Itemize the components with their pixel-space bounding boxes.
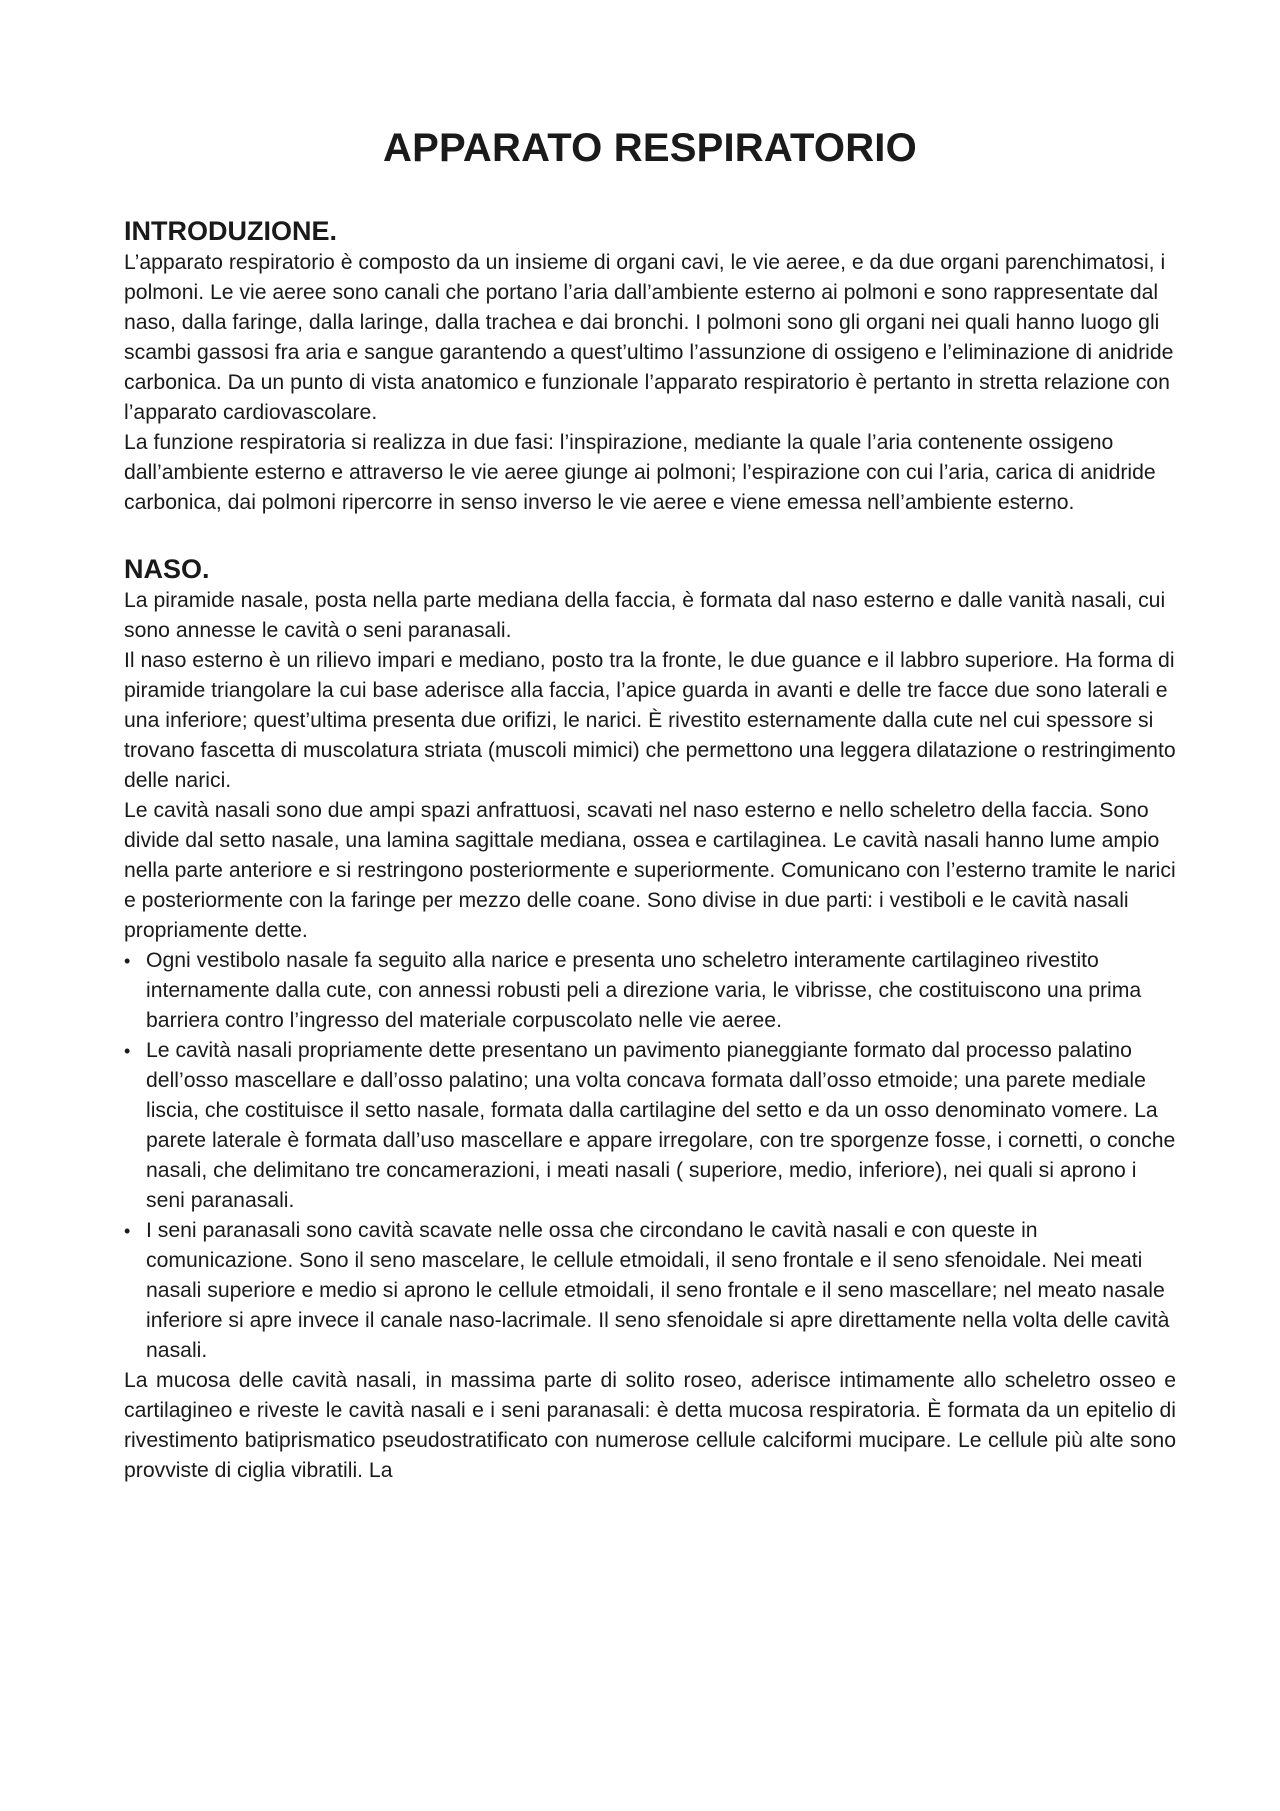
intro-paragraph: La funzione respiratoria si realizza in due fasi: l’inspirazione, mediante la quale l’aria contenente ossigeno dall’ambiente esterno e attraverso le vie aeree giunge ai polmoni; l’espirazione con cui l’aria, carica di anidride carbonica, dai polmoni ripercorre in senso inverso le vie aeree e viene emessa nell’ambiente esterno. [124,431,1156,514]
page-title: APPARATO RESPIRATORIO [383,126,917,170]
naso-closing-paragraph: La mucosa delle cavità nasali, in massima parte di solito roseo, aderisce intimamente allo scheletro osseo e cartilagineo e riveste le cavità nasali e i seni paranasali: è detta mucosa respiratoria. È formata da un epitelio di rivestimento batiprismatico pseudostratificato con numerose cellule calciformi mucipare. Le cellule più alte sono provviste di ciglia vibratili. La [124,1369,1176,1482]
bullet-icon: • [124,1221,131,1241]
bullet-list [124,946,1176,1366]
list-item-text: Le cavità nasali propriamente dette presentano un pavimento pianeggiante formato dal processo palatino dell’osso mascellare e dall’osso palatino; una volta concava formata dall’osso etmoide; una parete mediale liscia, che costituisce il setto nasale, formata dalla cartilagine del setto e da un osso denominato vomere. La parete laterale è formata dall’uso mascellare e appare irregolare, con tre sporgenze fosse, i cornetti, o conche nasali, che delimitano tre concamerazioni, i meati nasali ( superiore, medio, inferiore), nei quali si aprono i seni paranasali. [146,1039,1176,1212]
naso-paragraph: La piramide nasale, posta nella parte mediana della faccia, è formata dal naso esterno e dalle vanità nasali, cui sono annesse le cavità o seni paranasali. [124,589,1166,642]
section-heading-introduzione: INTRODUZIONE. [124,216,337,246]
document-page [124,0,1176,1486]
list-item-text: Ogni vestibolo nasale fa seguito alla narice e presenta uno scheletro interamente cartilagineo rivestito internamente dalla cute, con annessi robusti peli a direzione varia, le vibrisse, che costituiscono una prima barriera contro l’ingresso del materiale corpuscolato nelle vie aeree. [146,949,1142,1032]
list-item [124,1036,1176,1216]
section-heading-naso: NASO. [124,554,210,584]
bullet-icon: • [124,1041,131,1061]
intro-paragraph: L’apparato respiratorio è composto da un insieme di organi cavi, le vie aeree, e da due organi parenchimatosi, i polmoni. Le vie aeree sono canali che portano l’aria dall’ambiente esterno ai polmoni e sono rappresentate dal naso, dalla faringe, dalla laringe, dalla trachea e dai bronchi. I polmoni sono gli organi nei quali hanno luogo gli scambi gassosi fra aria e sangue garantendo a quest’ultimo l’assunzione di ossigeno e l’eliminazione di anidride carbonica. Da un punto di vista anatomico e funzionale l’apparato respiratorio è pertanto in stretta relazione con l’apparato cardiovascolare. [124,251,1174,424]
list-item-text: I seni paranasali sono cavità scavate nelle ossa che circondano le cavità nasali e con queste in comunicazione. Sono il seno mascelare, le cellule etmoidali, il seno frontale e il seno sfenoidale. Nei meati nasali superiore e medio si aprono le cellule etmoidali, il seno frontale e il seno mascellare; nel meato nasale inferiore si apre invece il canale naso-lacrimale. Il seno sfenoidale si apre direttamente nella volta delle cavità nasali. [146,1219,1170,1362]
bullet-icon: • [124,951,131,971]
naso-paragraph: Le cavità nasali sono due ampi spazi anfrattuosi, scavati nel naso esterno e nello scheletro della faccia. Sono divide dal setto nasale, una lamina sagittale mediana, ossea e cartilaginea. Le cavità nasali hanno lume ampio nella parte anteriore e si restringono posteriormente e superiormente. Comunicano con l’esterno tramite le narici e posteriormente con la faringe per mezzo delle coane. Sono divise in due parti: i vestiboli e le cavità nasali propriamente dette. [124,799,1176,942]
list-item [124,946,1176,1036]
naso-paragraph: Il naso esterno è un rilievo impari e mediano, posto tra la fronte, le due guance e il labbro superiore. Ha forma di piramide triangolare la cui base aderisce alla faccia, l’apice guarda in avanti e delle tre facce due sono laterali e una inferiore; quest’ultima presenta due orifizi, le narici. È rivestito esternamente dalla cute nel cui spessore si trovano fascetta di muscolatura striata (muscoli mimici) che permettono una leggera dilatazione o restringimento delle narici. [124,649,1176,792]
list-item [124,1216,1176,1366]
